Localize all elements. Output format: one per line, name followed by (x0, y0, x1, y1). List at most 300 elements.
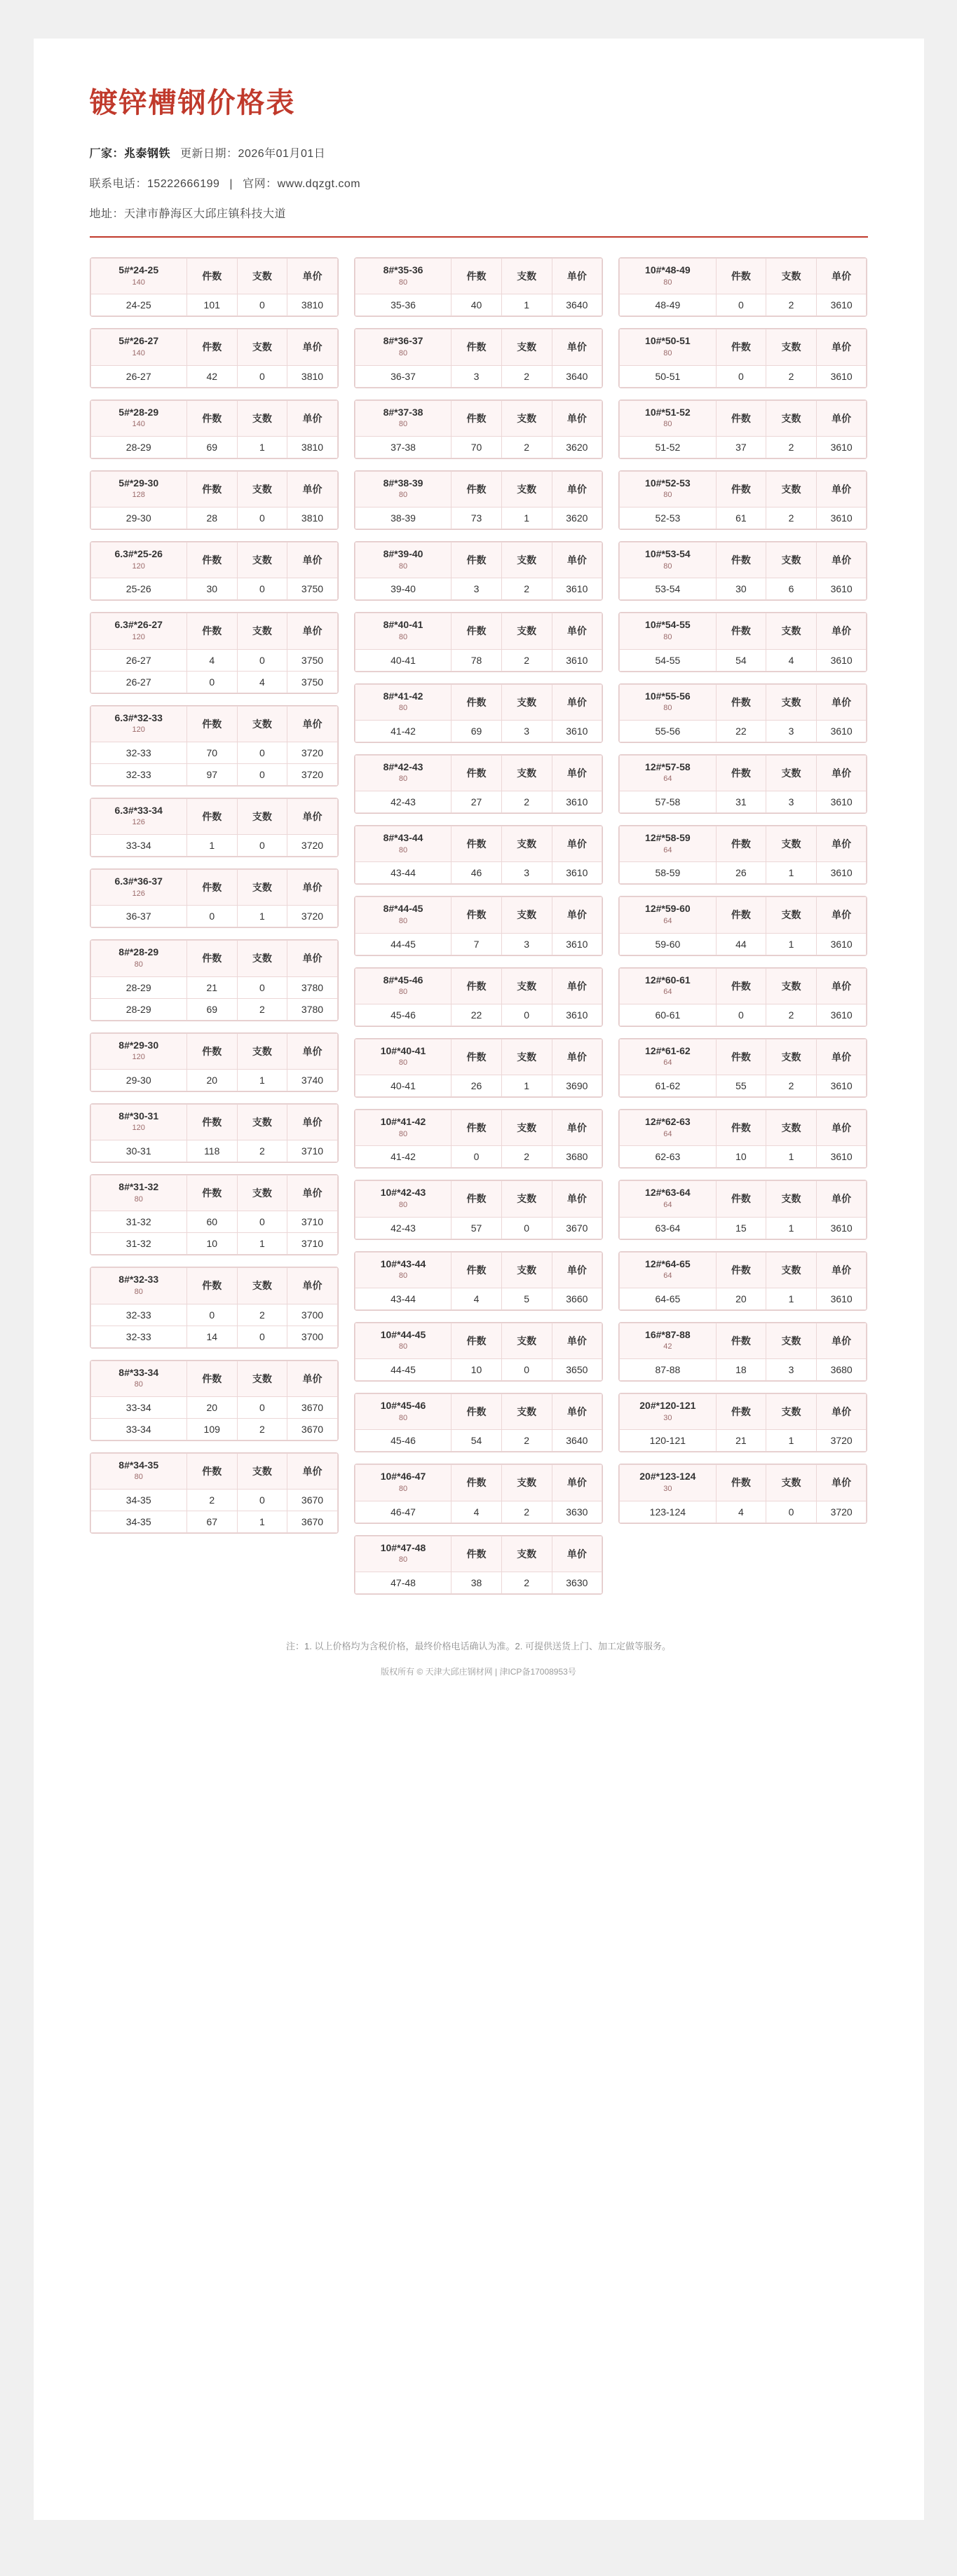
column-header-qty: 件数 (716, 1181, 766, 1217)
cell-price: 3640 (552, 365, 602, 387)
spec-title: 8#*31-32 80 (90, 1175, 186, 1211)
column-header-pieces: 支数 (501, 897, 552, 933)
spec-header-row (620, 400, 867, 436)
cell-size: 45-46 (355, 1430, 451, 1452)
cell-qty: 61 (716, 507, 766, 529)
table-row (90, 1233, 337, 1255)
column-header-pieces: 支数 (237, 1175, 287, 1211)
spec-subtitle: 80 (134, 960, 143, 969)
spec-title: 8#*44-45 80 (355, 897, 451, 933)
spec-header-row (355, 684, 602, 720)
spec-header-row (90, 543, 337, 578)
cell-qty: 69 (186, 436, 237, 458)
spec-block (354, 1251, 603, 1311)
table-row (620, 862, 867, 884)
cell-pieces: 0 (237, 742, 287, 763)
column-header-pieces: 支数 (501, 613, 552, 649)
table-row (355, 1501, 602, 1522)
column-header-pieces: 支数 (237, 1268, 287, 1304)
table-row (620, 578, 867, 600)
column-header-qty: 件数 (716, 1323, 766, 1358)
column-header-qty: 件数 (186, 613, 237, 649)
cell-price: 3610 (816, 1288, 867, 1309)
table-row (620, 436, 867, 458)
spec-block (90, 868, 339, 928)
spec-subtitle: 140 (132, 278, 145, 287)
spec-header-row (90, 613, 337, 649)
column-header-pieces: 支数 (501, 1039, 552, 1075)
table-row (355, 933, 602, 955)
cell-price: 3610 (816, 1004, 867, 1025)
spec-block (354, 1535, 603, 1595)
column-header-price: 单价 (287, 1175, 338, 1211)
cell-price: 3610 (816, 365, 867, 387)
spec-header-row (355, 1039, 602, 1075)
spec-block (618, 257, 867, 317)
column-header-pieces: 支数 (766, 1465, 817, 1501)
spec-subtitle: 80 (398, 632, 408, 641)
price-column (618, 257, 867, 1535)
column-header-price: 单价 (816, 1394, 867, 1430)
table-row (620, 791, 867, 813)
spec-subtitle: 80 (398, 916, 408, 925)
table-row (90, 1418, 337, 1440)
spec-header-row (355, 1536, 602, 1572)
cell-price: 3680 (816, 1359, 867, 1381)
spec-header-row (355, 755, 602, 791)
cell-pieces: 0 (501, 1004, 552, 1025)
cell-qty: 2 (186, 1490, 237, 1511)
spec-header-row (620, 1323, 867, 1358)
spec-block (90, 798, 339, 857)
cell-size: 60-61 (620, 1004, 716, 1025)
spec-block (618, 328, 867, 388)
column-header-price: 单价 (552, 1039, 602, 1075)
spec-block (354, 470, 603, 530)
table-row (355, 791, 602, 813)
column-header-price: 单价 (816, 897, 867, 933)
spec-title: 12#*57-58 64 (620, 755, 716, 791)
column-header-qty: 件数 (452, 1110, 502, 1146)
cell-price: 3670 (287, 1490, 338, 1511)
cell-qty: 37 (716, 436, 766, 458)
table-row (620, 365, 867, 387)
column-header-pieces: 支数 (237, 798, 287, 834)
cell-qty: 30 (186, 578, 237, 600)
update-date: 2026年01月01日 (238, 148, 326, 160)
cell-price: 3610 (552, 649, 602, 671)
spec-title: 10#*51-52 80 (620, 400, 716, 436)
column-header-qty: 件数 (716, 613, 766, 649)
cell-price: 3720 (287, 906, 338, 927)
spec-header-row (90, 1268, 337, 1304)
cell-pieces: 4 (237, 671, 287, 693)
spec-header-row (620, 1039, 867, 1075)
spec-subtitle: 80 (663, 561, 672, 571)
spec-block (90, 1360, 339, 1441)
cell-pieces: 0 (237, 976, 287, 998)
cell-qty: 15 (716, 1217, 766, 1239)
column-header-pieces: 支数 (766, 755, 817, 791)
column-header-qty: 件数 (186, 706, 237, 742)
cell-size: 34-35 (90, 1511, 186, 1533)
cell-price: 3720 (287, 742, 338, 763)
table-row (90, 835, 337, 857)
spec-subtitle: 80 (663, 632, 672, 641)
cell-pieces: 2 (501, 1146, 552, 1168)
spec-block (90, 1452, 339, 1534)
column-header-price: 单价 (287, 471, 338, 507)
cell-pieces: 1 (237, 436, 287, 458)
cell-size: 24-25 (90, 294, 186, 316)
spec-title: 12#*61-62 64 (620, 1039, 716, 1075)
spec-title: 10#*45-46 80 (355, 1394, 451, 1430)
spec-block (618, 1038, 867, 1098)
cell-size: 35-36 (355, 294, 451, 316)
table-row (355, 365, 602, 387)
table-row (355, 1288, 602, 1309)
spec-subtitle: 80 (134, 1380, 143, 1389)
spec-subtitle: 80 (663, 278, 672, 287)
cell-pieces: 0 (237, 763, 287, 785)
cell-size: 59-60 (620, 933, 716, 955)
spec-block (90, 400, 339, 459)
column-header-pieces: 支数 (766, 259, 817, 294)
column-header-qty: 件数 (452, 826, 502, 862)
spec-title: 6.3#*33-34 126 (90, 798, 186, 834)
cell-price: 3720 (287, 763, 338, 785)
cell-price: 3780 (287, 998, 338, 1020)
column-header-qty: 件数 (186, 1033, 237, 1069)
cell-pieces: 1 (237, 1069, 287, 1091)
cell-size: 58-59 (620, 862, 716, 884)
spec-header-row (90, 941, 337, 976)
cell-qty: 54 (716, 649, 766, 671)
price-column (354, 257, 603, 1606)
column-header-pieces: 支数 (766, 543, 817, 578)
spec-header-row (620, 826, 867, 862)
spec-header-row (355, 613, 602, 649)
spec-subtitle: 80 (398, 1200, 408, 1209)
spec-header-row (620, 1252, 867, 1288)
cell-pieces: 2 (501, 649, 552, 671)
cell-qty: 3 (452, 365, 502, 387)
spec-subtitle: 80 (134, 1287, 143, 1296)
cell-qty: 0 (186, 906, 237, 927)
cell-price: 3640 (552, 1430, 602, 1452)
column-header-price: 单价 (552, 329, 602, 365)
column-header-qty: 件数 (716, 1110, 766, 1146)
cell-price: 3680 (552, 1146, 602, 1168)
cell-price: 3610 (816, 507, 867, 529)
table-row (90, 649, 337, 671)
spec-title: 8#*39-40 80 (355, 543, 451, 578)
column-header-qty: 件数 (452, 259, 502, 294)
cell-size: 50-51 (620, 365, 716, 387)
column-header-pieces: 支数 (237, 471, 287, 507)
spec-header-row (90, 471, 337, 507)
cell-price: 3630 (552, 1572, 602, 1593)
spec-title: 6.3#*32-33 120 (90, 706, 186, 742)
spec-block (618, 1180, 867, 1239)
column-header-pieces: 支数 (501, 400, 552, 436)
column-header-pieces: 支数 (501, 471, 552, 507)
cell-qty: 0 (716, 294, 766, 316)
column-header-qty: 件数 (186, 870, 237, 906)
cell-size: 64-65 (620, 1288, 716, 1309)
spec-header-row (355, 826, 602, 862)
column-header-pieces: 支数 (766, 329, 817, 365)
column-header-qty: 件数 (716, 543, 766, 578)
column-header-price: 单价 (552, 1465, 602, 1501)
spec-title: 12#*63-64 64 (620, 1181, 716, 1217)
column-header-pieces: 支数 (501, 1252, 552, 1288)
column-header-qty: 件数 (186, 798, 237, 834)
cell-pieces: 1 (766, 1217, 817, 1239)
table-row (620, 1359, 867, 1381)
spec-title: 6.3#*36-37 126 (90, 870, 186, 906)
spec-header-row (90, 1361, 337, 1396)
cell-size: 39-40 (355, 578, 451, 600)
cell-size: 52-53 (620, 507, 716, 529)
cell-qty: 57 (452, 1217, 502, 1239)
spec-block (90, 1103, 339, 1163)
cell-qty: 67 (186, 1511, 237, 1533)
column-header-price: 单价 (816, 1465, 867, 1501)
column-header-price: 单价 (552, 968, 602, 1004)
column-header-qty: 件数 (452, 471, 502, 507)
spec-title: 5#*26-27 140 (90, 329, 186, 365)
cell-price: 3610 (816, 862, 867, 884)
spec-subtitle: 120 (132, 632, 145, 641)
column-header-pieces: 支数 (501, 1465, 552, 1501)
cell-pieces: 3 (501, 720, 552, 742)
column-header-qty: 件数 (716, 968, 766, 1004)
cell-size: 30-31 (90, 1140, 186, 1162)
spec-subtitle: 80 (398, 988, 408, 996)
cell-price: 3610 (816, 436, 867, 458)
cell-pieces: 2 (501, 1501, 552, 1522)
column-header-pieces: 支数 (501, 826, 552, 862)
table-row (90, 1211, 337, 1233)
price-columns (90, 257, 868, 1606)
spec-title: 6.3#*25-26 120 (90, 543, 186, 578)
spec-block (90, 541, 339, 601)
spec-title: 10#*52-53 80 (620, 471, 716, 507)
cell-pieces: 2 (237, 998, 287, 1020)
cell-price: 3710 (287, 1140, 338, 1162)
cell-size: 38-39 (355, 507, 451, 529)
spec-title: 10#*50-51 80 (620, 329, 716, 365)
cell-price: 3610 (816, 791, 867, 813)
cell-pieces: 0 (501, 1359, 552, 1381)
cell-price: 3610 (552, 720, 602, 742)
cell-price: 3610 (552, 1004, 602, 1025)
cell-pieces: 1 (766, 933, 817, 955)
cell-qty: 10 (186, 1233, 237, 1255)
spec-block (90, 470, 339, 530)
page-title: 镀锌槽钢价格表 (89, 88, 296, 118)
column-header-price: 单价 (816, 968, 867, 1004)
cell-qty: 31 (716, 791, 766, 813)
spec-block (90, 1033, 339, 1092)
cell-qty: 0 (186, 671, 237, 693)
cell-qty: 10 (716, 1146, 766, 1168)
spec-block (90, 328, 339, 388)
spec-block (354, 1322, 603, 1382)
table-row (355, 1004, 602, 1025)
column-header-qty: 件数 (186, 400, 237, 436)
spec-subtitle: 80 (663, 348, 672, 357)
spec-subtitle: 64 (663, 845, 672, 854)
column-header-qty: 件数 (186, 1268, 237, 1304)
table-row (90, 1396, 337, 1418)
column-header-price: 单价 (816, 613, 867, 649)
cell-pieces: 2 (766, 1004, 817, 1025)
column-header-price: 单价 (816, 471, 867, 507)
table-row (355, 720, 602, 742)
cell-pieces: 1 (237, 1233, 287, 1255)
price-sheet (34, 39, 924, 2520)
spec-block (354, 754, 603, 814)
cell-size: 31-32 (90, 1211, 186, 1233)
table-row (90, 1326, 337, 1347)
cell-qty: 7 (452, 933, 502, 955)
column-header-price: 单价 (816, 259, 867, 294)
cell-pieces: 0 (237, 507, 287, 529)
spec-title: 12#*58-59 64 (620, 826, 716, 862)
cell-size: 42-43 (355, 791, 451, 813)
spec-block (354, 541, 603, 601)
column-header-pieces: 支数 (237, 543, 287, 578)
cell-price: 3650 (552, 1359, 602, 1381)
spec-header-row (90, 329, 337, 365)
column-header-price: 单价 (816, 543, 867, 578)
column-header-price: 单价 (287, 329, 338, 365)
cell-pieces: 2 (501, 365, 552, 387)
table-row (90, 742, 337, 763)
spec-header-row (90, 1453, 337, 1489)
cell-pieces: 0 (766, 1501, 817, 1522)
spec-block (618, 967, 867, 1027)
table-row (355, 649, 602, 671)
table-row (90, 294, 337, 316)
table-row (90, 906, 337, 927)
column-header-pieces: 支数 (237, 329, 287, 365)
spec-title: 10#*46-47 80 (355, 1465, 451, 1501)
cell-price: 3660 (552, 1288, 602, 1309)
cell-price: 3750 (287, 649, 338, 671)
cell-price: 3610 (816, 1146, 867, 1168)
table-row (355, 1075, 602, 1097)
cell-size: 40-41 (355, 1075, 451, 1097)
table-row (90, 976, 337, 998)
spec-subtitle: 64 (663, 988, 672, 996)
cell-pieces: 0 (501, 1217, 552, 1239)
column-header-qty: 件数 (716, 1394, 766, 1430)
cell-pieces: 2 (766, 294, 817, 316)
spec-title: 8#*43-44 80 (355, 826, 451, 862)
cell-qty: 26 (716, 862, 766, 884)
spec-header-row (620, 1110, 867, 1146)
column-header-qty: 件数 (452, 1465, 502, 1501)
table-row (90, 365, 337, 387)
column-header-price: 单价 (287, 1453, 338, 1489)
divider (90, 236, 868, 238)
spec-subtitle: 64 (663, 1129, 672, 1138)
spec-header-row (620, 543, 867, 578)
column-header-qty: 件数 (186, 941, 237, 976)
spec-subtitle: 80 (398, 278, 408, 287)
column-header-pieces: 支数 (766, 1252, 817, 1288)
spec-title: 8#*37-38 80 (355, 400, 451, 436)
column-header-qty: 件数 (452, 1536, 502, 1572)
spec-title: 8#*41-42 80 (355, 684, 451, 720)
table-row (620, 294, 867, 316)
column-header-qty: 件数 (452, 1394, 502, 1430)
spec-block (354, 683, 603, 743)
spec-subtitle: 80 (663, 704, 672, 712)
cell-size: 55-56 (620, 720, 716, 742)
spec-title: 8#*29-30 120 (90, 1033, 186, 1069)
spec-subtitle: 80 (398, 491, 408, 500)
cell-qty: 20 (186, 1069, 237, 1091)
cell-price: 3690 (552, 1075, 602, 1097)
cell-size: 61-62 (620, 1075, 716, 1097)
column-header-price: 单价 (816, 1323, 867, 1358)
table-row (620, 1075, 867, 1097)
cell-price: 3610 (816, 1075, 867, 1097)
cell-price: 3620 (552, 436, 602, 458)
spec-header-row (355, 968, 602, 1004)
cell-qty: 54 (452, 1430, 502, 1452)
column-header-qty: 件数 (716, 1252, 766, 1288)
column-header-price: 单价 (287, 1104, 338, 1140)
table-row (355, 1359, 602, 1381)
column-header-qty: 件数 (452, 1181, 502, 1217)
address-line (90, 205, 868, 221)
cell-pieces: 0 (237, 1490, 287, 1511)
spec-block (90, 705, 339, 786)
column-header-pieces: 支数 (237, 706, 287, 742)
column-header-pieces: 支数 (237, 1453, 287, 1489)
spec-subtitle: 80 (398, 420, 408, 428)
spec-title: 8#*33-34 80 (90, 1361, 186, 1396)
site-value: www.dqzgt.com (277, 178, 361, 190)
column-header-pieces: 支数 (501, 543, 552, 578)
cell-price: 3610 (816, 578, 867, 600)
spec-block (354, 1393, 603, 1452)
spec-header-row (355, 1323, 602, 1358)
cell-size: 62-63 (620, 1146, 716, 1168)
spec-block (354, 825, 603, 885)
cell-qty: 21 (716, 1430, 766, 1452)
column-header-qty: 件数 (452, 684, 502, 720)
cell-size: 53-54 (620, 578, 716, 600)
cell-price: 3720 (287, 835, 338, 857)
cell-size: 36-37 (90, 906, 186, 927)
column-header-pieces: 支数 (237, 1361, 287, 1396)
spec-subtitle: 128 (132, 491, 145, 500)
cell-qty: 97 (186, 763, 237, 785)
spec-block (354, 612, 603, 672)
cell-size: 57-58 (620, 791, 716, 813)
cell-size: 46-47 (355, 1501, 451, 1522)
column-header-pieces: 支数 (237, 941, 287, 976)
spec-title: 10#*54-55 80 (620, 613, 716, 649)
column-header-qty: 件数 (716, 755, 766, 791)
cell-size: 32-33 (90, 742, 186, 763)
